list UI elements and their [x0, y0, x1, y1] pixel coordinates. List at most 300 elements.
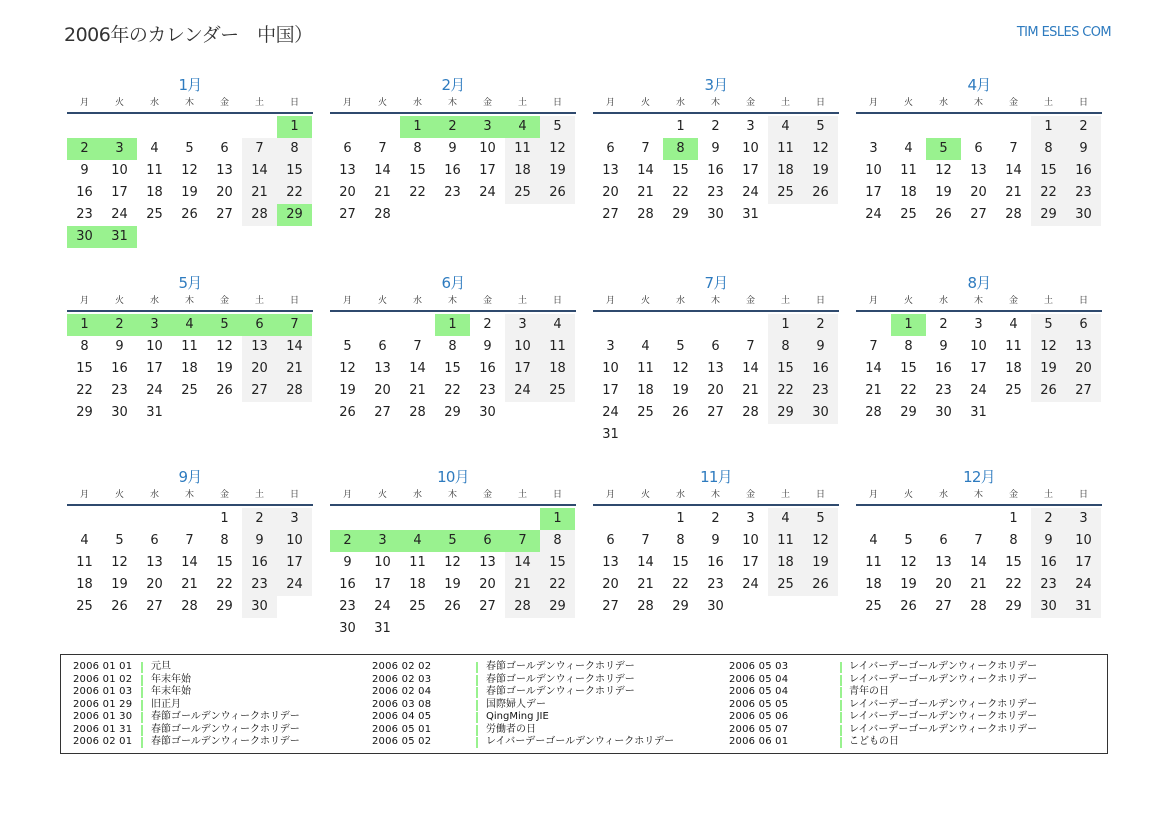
day-grid [67, 508, 313, 618]
day-cell: 21 [1005, 185, 1022, 200]
day-cell: 2 [711, 119, 720, 134]
day-cell: 30 [67, 226, 102, 248]
day-cell: 5 [904, 533, 913, 548]
holiday-marker [141, 700, 143, 711]
day-cell: 9 [711, 141, 720, 156]
day-cell: 10 [602, 361, 619, 376]
weekday-header [856, 488, 1102, 506]
day-cell: 12 [181, 163, 198, 178]
day-cell: 6 [606, 533, 615, 548]
day-cell: 26 [672, 405, 689, 420]
day-cell: 4 [904, 141, 913, 156]
empty-cell [102, 508, 137, 530]
holiday-name: 春節ゴールデンウィークホリデー [486, 661, 635, 672]
day-cell: 18 [540, 358, 575, 380]
holiday-row [372, 699, 732, 712]
day-cell: 7 [378, 141, 387, 156]
month-name: 7月 [704, 274, 728, 292]
day-cell: 6 [242, 314, 277, 336]
holiday-marker [840, 662, 842, 673]
day-cell: 26 [339, 405, 356, 420]
day-cell: 30 [242, 596, 277, 618]
day-cell: 8 [904, 339, 913, 354]
day-cell: 14 [637, 163, 654, 178]
day-cell: 18 [637, 383, 654, 398]
empty-cell [400, 314, 435, 336]
weekday-label: 月 [342, 490, 352, 500]
day-cell: 25 [637, 405, 654, 420]
day-cell: 31 [102, 226, 137, 248]
day-cell: 11 [409, 555, 426, 570]
day-cell: 30 [111, 405, 128, 420]
holiday-date: 2006 02 03 [372, 673, 432, 685]
day-cell: 4 [768, 508, 803, 530]
day-cell: 13 [970, 163, 987, 178]
holiday-name: レイバーデーゴールデンウィークホリデー [849, 711, 1038, 722]
empty-cell [400, 508, 435, 530]
weekday-label: 木 [973, 296, 983, 306]
weekday-label: 火 [114, 296, 124, 306]
holiday-row [729, 661, 1089, 674]
day-cell: 29 [1031, 204, 1066, 226]
day-cell: 26 [111, 599, 128, 614]
day-cell: 20 [479, 577, 496, 592]
day-cell: 30 [339, 621, 356, 636]
day-cell: 18 [865, 577, 882, 592]
weekday-label: 月 [868, 296, 878, 306]
day-cell: 13 [374, 361, 391, 376]
day-cell: 9 [115, 339, 124, 354]
day-cell: 8 [220, 533, 229, 548]
empty-cell [102, 116, 137, 138]
holiday-marker [476, 675, 478, 686]
weekday-header [593, 96, 839, 114]
day-cell: 8 [1009, 533, 1018, 548]
month-name: 1月 [178, 76, 202, 94]
weekday-label: 日 [552, 490, 562, 500]
day-cell: 18 [146, 185, 163, 200]
day-cell: 29 [277, 204, 312, 226]
weekday-label: 木 [973, 98, 983, 108]
day-cell: 17 [970, 361, 987, 376]
day-cell: 1 [435, 314, 470, 336]
day-cell: 20 [374, 383, 391, 398]
day-cell: 3 [1066, 508, 1101, 530]
empty-cell [628, 508, 663, 530]
empty-cell [470, 508, 505, 530]
day-cell: 2 [483, 317, 492, 332]
day-grid [67, 116, 313, 248]
day-cell: 19 [803, 552, 838, 574]
month-calendar [67, 272, 313, 466]
month-name: 10月 [437, 468, 469, 486]
day-cell: 18 [181, 361, 198, 376]
day-cell: 24 [111, 207, 128, 222]
day-cell: 31 [742, 207, 759, 222]
weekday-label: 木 [447, 490, 457, 500]
day-cell: 9 [803, 336, 838, 358]
day-grid [330, 508, 576, 640]
holiday-name: こどもの日 [849, 736, 899, 747]
day-cell: 27 [374, 405, 391, 420]
day-cell: 6 [150, 533, 159, 548]
holiday-marker [476, 687, 478, 698]
day-cell: 19 [339, 383, 356, 398]
day-cell: 25 [768, 574, 803, 596]
day-cell: 20 [935, 577, 952, 592]
weekday-label: 水 [149, 296, 159, 306]
empty-cell [996, 116, 1031, 138]
day-cell: 17 [742, 555, 759, 570]
day-cell: 2 [1066, 116, 1101, 138]
day-cell: 2 [711, 511, 720, 526]
weekday-label: 土 [780, 296, 790, 306]
holiday-marker [476, 712, 478, 723]
day-cell: 20 [146, 577, 163, 592]
empty-cell [593, 314, 628, 336]
day-cell: 29 [216, 599, 233, 614]
day-cell: 6 [378, 339, 387, 354]
day-cell: 15 [768, 358, 803, 380]
month-name: 3月 [704, 76, 728, 94]
day-grid [330, 116, 576, 226]
day-cell: 27 [242, 380, 277, 402]
day-grid [856, 314, 1102, 424]
day-cell: 16 [479, 361, 496, 376]
day-cell: 8 [80, 339, 89, 354]
day-cell: 14 [277, 336, 312, 358]
day-grid [856, 116, 1102, 226]
holiday-row [729, 736, 1089, 749]
day-cell: 28 [505, 596, 540, 618]
day-cell: 11 [865, 555, 882, 570]
holiday-marker [141, 687, 143, 698]
day-cell: 19 [181, 185, 198, 200]
weekday-label: 日 [289, 98, 299, 108]
weekday-label: 火 [640, 296, 650, 306]
day-cell: 1 [400, 116, 435, 138]
day-cell: 8 [768, 336, 803, 358]
day-cell: 15 [444, 361, 461, 376]
empty-cell [856, 508, 891, 530]
day-cell: 6 [606, 141, 615, 156]
day-cell: 11 [181, 339, 198, 354]
day-cell: 11 [505, 138, 540, 160]
day-cell: 13 [602, 555, 619, 570]
day-cell: 14 [865, 361, 882, 376]
day-cell: 30 [707, 207, 724, 222]
weekday-label: 土 [780, 490, 790, 500]
day-cell: 14 [742, 361, 759, 376]
holiday-name: 春節ゴールデンウィークホリデー [486, 686, 635, 697]
day-cell: 16 [803, 358, 838, 380]
holiday-name: レイバーデーゴールデンウィークホリデー [486, 736, 675, 747]
day-cell: 24 [505, 380, 540, 402]
day-cell: 21 [865, 383, 882, 398]
weekday-label: 水 [149, 98, 159, 108]
day-cell: 29 [1005, 599, 1022, 614]
weekday-label: 木 [447, 98, 457, 108]
holiday-name: レイバーデーゴールデンウィークホリデー [849, 698, 1038, 710]
holiday-row [372, 661, 732, 674]
day-cell: 19 [540, 160, 575, 182]
weekday-label: 金 [745, 490, 755, 500]
day-cell: 28 [1005, 207, 1022, 222]
day-cell: 29 [900, 405, 917, 420]
day-cell: 28 [865, 405, 882, 420]
weekday-label: 金 [1008, 98, 1018, 108]
holiday-column [729, 661, 1089, 749]
day-cell: 4 [641, 339, 650, 354]
day-cell: 23 [242, 574, 277, 596]
holiday-marker [476, 725, 478, 736]
weekday-header [67, 294, 313, 312]
day-cell: 11 [637, 361, 654, 376]
holiday-name: 年末年始 [151, 673, 191, 685]
weekday-label: 月 [342, 296, 352, 306]
day-cell: 15 [409, 163, 426, 178]
day-cell: 1 [67, 314, 102, 336]
day-cell: 15 [277, 160, 312, 182]
day-cell: 17 [742, 163, 759, 178]
day-cell: 1 [891, 314, 926, 336]
weekday-label: 土 [517, 296, 527, 306]
weekday-label: 火 [903, 490, 913, 500]
day-cell: 3 [365, 530, 400, 552]
day-cell: 19 [803, 160, 838, 182]
day-cell: 6 [711, 339, 720, 354]
day-cell: 30 [1066, 204, 1101, 226]
day-cell: 22 [444, 383, 461, 398]
day-cell: 9 [242, 530, 277, 552]
day-cell: 2 [803, 314, 838, 336]
weekday-label: 木 [184, 296, 194, 306]
weekday-label: 木 [184, 98, 194, 108]
holiday-name: 労働者の日 [486, 723, 536, 735]
day-cell: 27 [970, 207, 987, 222]
weekday-label: 木 [184, 490, 194, 500]
day-cell: 27 [935, 599, 952, 614]
day-cell: 25 [768, 182, 803, 204]
day-cell: 14 [242, 160, 277, 182]
empty-cell [242, 116, 277, 138]
weekday-label: 月 [342, 98, 352, 108]
day-grid [593, 508, 839, 618]
day-cell: 19 [111, 577, 128, 592]
day-cell: 10 [970, 339, 987, 354]
empty-cell [207, 116, 242, 138]
day-cell: 5 [207, 314, 242, 336]
day-cell: 5 [676, 339, 685, 354]
holiday-date: 2006 05 05 [729, 698, 789, 710]
empty-cell [435, 508, 470, 530]
holiday-date: 2006 01 29 [73, 698, 133, 710]
day-cell: 30 [1031, 596, 1066, 618]
weekday-label: 月 [868, 490, 878, 500]
day-cell: 21 [277, 358, 312, 380]
holiday-row [372, 674, 732, 687]
day-cell: 2 [242, 508, 277, 530]
day-cell: 18 [900, 185, 917, 200]
weekday-label: 月 [605, 296, 615, 306]
day-cell: 29 [540, 596, 575, 618]
month-name: 12月 [963, 468, 995, 486]
empty-cell [733, 314, 768, 336]
holiday-date: 2006 04 05 [372, 711, 432, 722]
month-calendar [593, 466, 839, 650]
day-cell: 19 [672, 383, 689, 398]
empty-cell [961, 508, 996, 530]
empty-cell [961, 116, 996, 138]
month-name: 4月 [967, 76, 991, 94]
empty-cell [593, 508, 628, 530]
day-cell: 21 [242, 182, 277, 204]
day-cell: 18 [768, 552, 803, 574]
day-cell: 26 [900, 599, 917, 614]
weekday-label: 水 [412, 490, 422, 500]
weekday-label: 土 [1043, 98, 1053, 108]
weekday-header [330, 294, 576, 312]
day-cell: 16 [707, 555, 724, 570]
day-cell: 9 [343, 555, 352, 570]
weekday-label: 水 [412, 296, 422, 306]
weekday-label: 土 [1043, 296, 1053, 306]
weekday-header [330, 96, 576, 114]
day-cell: 8 [277, 138, 312, 160]
day-cell: 23 [707, 577, 724, 592]
day-cell: 13 [146, 555, 163, 570]
holiday-column [372, 661, 732, 749]
day-cell: 11 [900, 163, 917, 178]
day-cell: 13 [707, 361, 724, 376]
day-cell: 2 [67, 138, 102, 160]
day-cell: 14 [374, 163, 391, 178]
day-cell: 17 [479, 163, 496, 178]
day-cell: 27 [602, 207, 619, 222]
day-cell: 7 [277, 314, 312, 336]
holiday-name: レイバーデーゴールデンウィークホリデー [849, 661, 1038, 672]
day-cell: 11 [540, 336, 575, 358]
weekday-label: 土 [780, 98, 790, 108]
day-cell: 21 [637, 185, 654, 200]
day-cell: 6 [939, 533, 948, 548]
day-cell: 15 [672, 163, 689, 178]
day-cell: 10 [1066, 530, 1101, 552]
day-cell: 5 [343, 339, 352, 354]
weekday-label: 日 [289, 296, 299, 306]
weekday-label: 水 [675, 98, 685, 108]
holiday-marker [141, 675, 143, 686]
holiday-marker [141, 712, 143, 723]
day-cell: 16 [1031, 552, 1066, 574]
day-cell: 1 [1031, 116, 1066, 138]
day-cell: 4 [172, 314, 207, 336]
day-cell: 13 [479, 555, 496, 570]
day-cell: 17 [146, 361, 163, 376]
day-cell: 18 [505, 160, 540, 182]
weekday-label: 木 [710, 490, 720, 500]
weekday-label: 火 [377, 98, 387, 108]
month-name: 8月 [967, 274, 991, 292]
empty-cell [365, 314, 400, 336]
site-link[interactable]: TIM ESLES COM [1016, 25, 1111, 40]
holiday-name: 年末年始 [151, 686, 191, 697]
day-cell: 7 [641, 141, 650, 156]
empty-cell [137, 116, 172, 138]
day-cell: 28 [637, 599, 654, 614]
holiday-marker [476, 737, 478, 748]
holiday-date: 2006 02 04 [372, 686, 432, 697]
holiday-date: 2006 01 03 [73, 686, 133, 697]
empty-cell [628, 116, 663, 138]
holiday-date: 2006 05 03 [729, 661, 789, 672]
day-cell: 26 [935, 207, 952, 222]
day-cell: 24 [146, 383, 163, 398]
day-cell: 3 [505, 314, 540, 336]
day-cell: 2 [102, 314, 137, 336]
day-cell: 6 [470, 530, 505, 552]
day-cell: 5 [926, 138, 961, 160]
weekday-label: 水 [149, 490, 159, 500]
day-cell: 23 [803, 380, 838, 402]
day-cell: 17 [277, 552, 312, 574]
day-cell: 25 [76, 599, 93, 614]
day-cell: 20 [242, 358, 277, 380]
day-cell: 27 [479, 599, 496, 614]
day-cell: 5 [185, 141, 194, 156]
day-cell: 10 [146, 339, 163, 354]
weekday-label: 月 [79, 490, 89, 500]
day-cell: 3 [470, 116, 505, 138]
day-cell: 20 [1066, 358, 1101, 380]
day-cell: 9 [711, 533, 720, 548]
day-cell: 1 [277, 116, 312, 138]
day-cell: 14 [181, 555, 198, 570]
empty-cell [172, 116, 207, 138]
holiday-date: 2006 05 02 [372, 736, 432, 747]
day-cell: 18 [768, 160, 803, 182]
day-cell: 12 [900, 555, 917, 570]
day-cell: 28 [277, 380, 312, 402]
weekday-label: 金 [482, 98, 492, 108]
day-cell: 21 [374, 185, 391, 200]
day-cell: 11 [146, 163, 163, 178]
holiday-date: 2006 05 04 [729, 686, 789, 697]
holiday-list [60, 654, 1108, 754]
month-name: 11月 [700, 468, 732, 486]
day-grid [593, 314, 839, 446]
weekday-label: 月 [79, 296, 89, 306]
day-cell: 7 [869, 339, 878, 354]
day-cell: 13 [242, 336, 277, 358]
day-cell: 17 [374, 577, 391, 592]
holiday-row [729, 724, 1089, 737]
day-cell: 5 [803, 116, 838, 138]
day-cell: 14 [970, 555, 987, 570]
day-cell: 27 [1066, 380, 1101, 402]
holiday-date: 2006 01 31 [73, 723, 133, 735]
holiday-date: 2006 06 01 [729, 736, 789, 747]
weekday-label: 日 [815, 490, 825, 500]
day-cell: 26 [444, 599, 461, 614]
holiday-date: 2006 02 01 [73, 736, 133, 747]
day-cell: 29 [768, 402, 803, 424]
day-cell: 23 [444, 185, 461, 200]
day-cell: 10 [277, 530, 312, 552]
day-cell: 6 [974, 141, 983, 156]
holiday-marker [141, 737, 143, 748]
day-cell: 9 [448, 141, 457, 156]
